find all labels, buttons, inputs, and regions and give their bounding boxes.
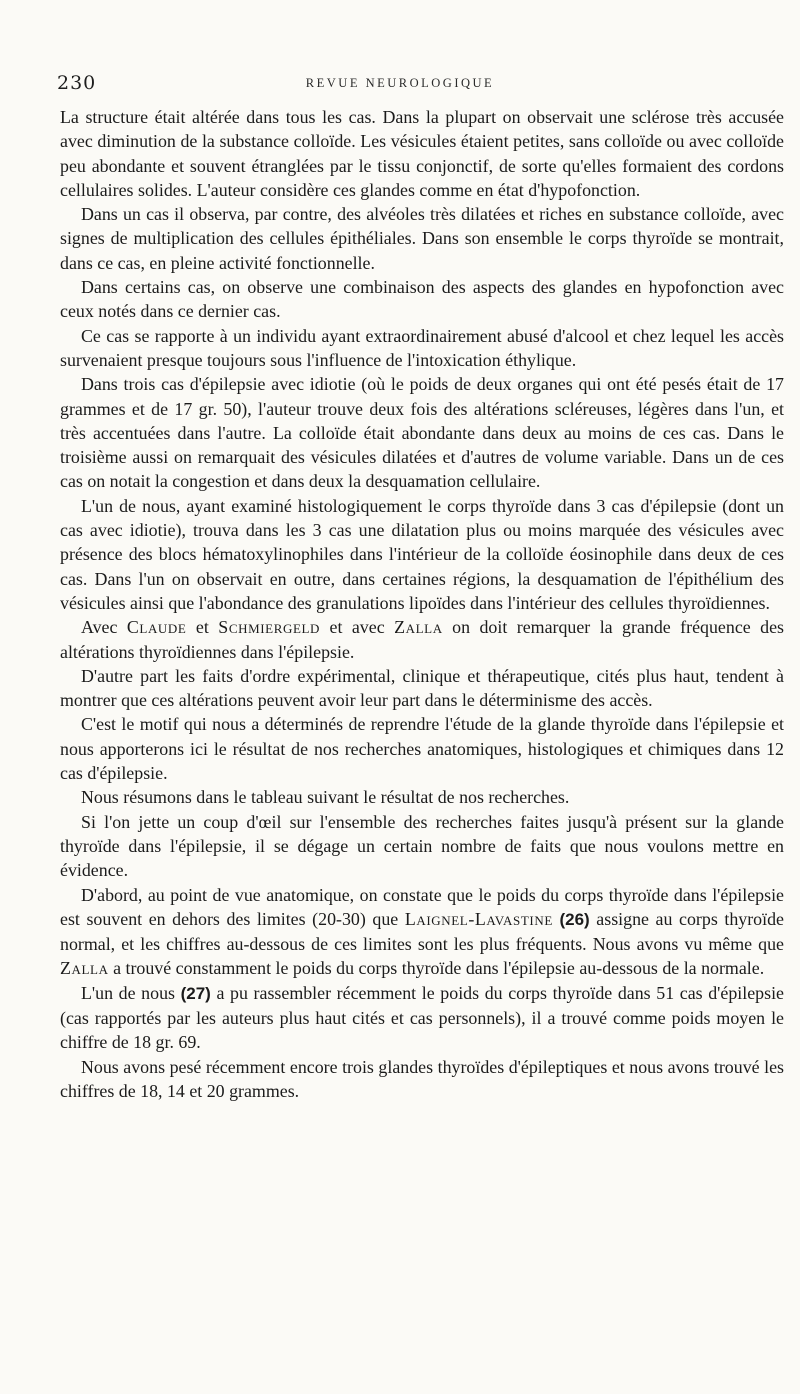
text-run: a pu rassembler récemment le poids du corps thyroïde dans 51 cas d'épilepsie (cas rapportés par les auteurs plus haut cités et cas personnels), il a trouvé comme poids moyen le chiffre de 18 gr. 69. [60, 982, 784, 1053]
paragraph: Si l'on jette un coup d'œil sur l'ensemble des recherches faites jusqu'à présent sur la glande thyroïde dans l'épilepsie, il se dégage un certain nombre de faits que nous voulons mettre en évidence. [60, 811, 784, 881]
author-name: Claude [126, 617, 187, 638]
text-run: on doit remarquer la grande fréquence des altérations thyroïdiennes dans l'épilepsie. [60, 617, 784, 662]
page-number: 230 [57, 72, 97, 94]
text-run: L'un de nous [81, 982, 181, 1003]
paragraph: Nous avons pesé récemment encore trois glandes thyroïdes d'épileptiques et nous avons trouvé les chiffres de 18, 14 et 20 grammes. [60, 1056, 784, 1101]
text-run: assigne au corps thyroïde normal, et les chiffres au-dessous de ces limites sont les plus fréquents. Nous avons vu même que [60, 908, 784, 955]
text-run: et [186, 617, 219, 638]
reference-number: (26) [559, 909, 590, 929]
text-run: D'abord, au point de vue anatomique, on constate que le poids du corps thyroïde dans l'épilepsie est souvent en dehors des limites (20-30) que [60, 884, 784, 929]
paragraph [60, 615, 784, 664]
paragraph: Dans trois cas d'épilepsie avec idiotie (où le poids de deux organes qui ont été pesés était de 17 grammes et de 17 gr. 50), l'auteur trouve deux fois des altérations scléreuses, légères dans l'un, et très accentuées dans l'autre. La colloïde était abondante dans deux au moins de ces cas. Dans le troisième aussi on remarquait des vésicules dilatées et d'autres de volume variable. Dans un de ces cas on notait la congestion et dans deux la desquamation cellulaire. [60, 374, 784, 492]
paragraph: Dans un cas il observa, par contre, des alvéoles très dilatées et riches en substance colloïde, avec signes de multiplication des cellules épithéliales. Dans son ensemble le corps thyroïde se montrait, dans ce cas, en pleine activité fonctionnelle. [60, 204, 784, 273]
paragraph: Dans certains cas, on observe une combinaison des aspects des glandes en hypofonction avec ceux notés dans ce dernier cas. [60, 277, 784, 322]
paragraph: La structure était altérée dans tous les cas. Dans la plupart on observait une sclérose très accusée avec diminution de la substance colloïde. Les vésicules étaient petites, sans colloïde ou avec colloïde peu abondante et souvent étranglées par le tissu conjonctif, de sorte qu'elles formaient des cordons cellulaires solides. L'auteur considère ces glandes comme en état d'hypofonction. [60, 107, 784, 200]
text-run: et avec [320, 617, 395, 638]
paragraph: C'est le motif qui nous a déterminés de reprendre l'étude de la glande thyroïde dans l'épilepsie et nous apporterons ici le résultat de nos recherches anatomiques, histologiques et chimiques dans 12 cas d'épilepsie. [60, 714, 784, 784]
paragraph [60, 883, 784, 981]
author-name: Zalla [60, 958, 109, 979]
paragraph: D'autre part les faits d'ordre expérimental, clinique et thérapeutique, cités plus haut, tendent à montrer que ces altérations peuvent avoir leur part dans le déterminisme des accès. [60, 665, 784, 711]
paragraph: Nous résumons dans le tableau suivant le résultat de nos recherches. [81, 787, 570, 808]
author-name: Zalla [394, 617, 443, 638]
article-body [60, 105, 784, 1103]
reference-number: (27) [180, 983, 211, 1003]
paragraph [60, 981, 784, 1055]
author-name: Laignel-Lavastine [404, 908, 553, 929]
paragraph: Ce cas se rapporte à un individu ayant extraordinairement abusé d'alcool et chez lequel les accès survenaient presque toujours sous l'influence de l'intoxication éthylique. [60, 325, 784, 370]
paragraph: L'un de nous, ayant examiné histologiquement le corps thyroïde dans 3 cas d'épilepsie (dont un cas avec idiotie), trouva dans les 3 cas une dilatation plus ou moins marquée des vésicules avec présence des blocs hématoxylinophiles dans l'intérieur de la colloïde éosinophile dans deux de ces cas. Dans l'un on observait en outre, dans certaines régions, la desquamation de l'épithélium des vésicules ainsi que l'abondance des granulations lipoïdes dans l'intérieur des cellules thyroïdiennes. [60, 495, 784, 613]
author-name: Schmiergeld [218, 617, 321, 638]
text-run: Avec [81, 617, 127, 638]
running-head: REVUE NEUROLOGIQUE [305, 76, 495, 90]
text-run: a trouvé constamment le poids du corps thyroïde dans l'épilepsie au-dessous de la normale. [108, 958, 765, 979]
